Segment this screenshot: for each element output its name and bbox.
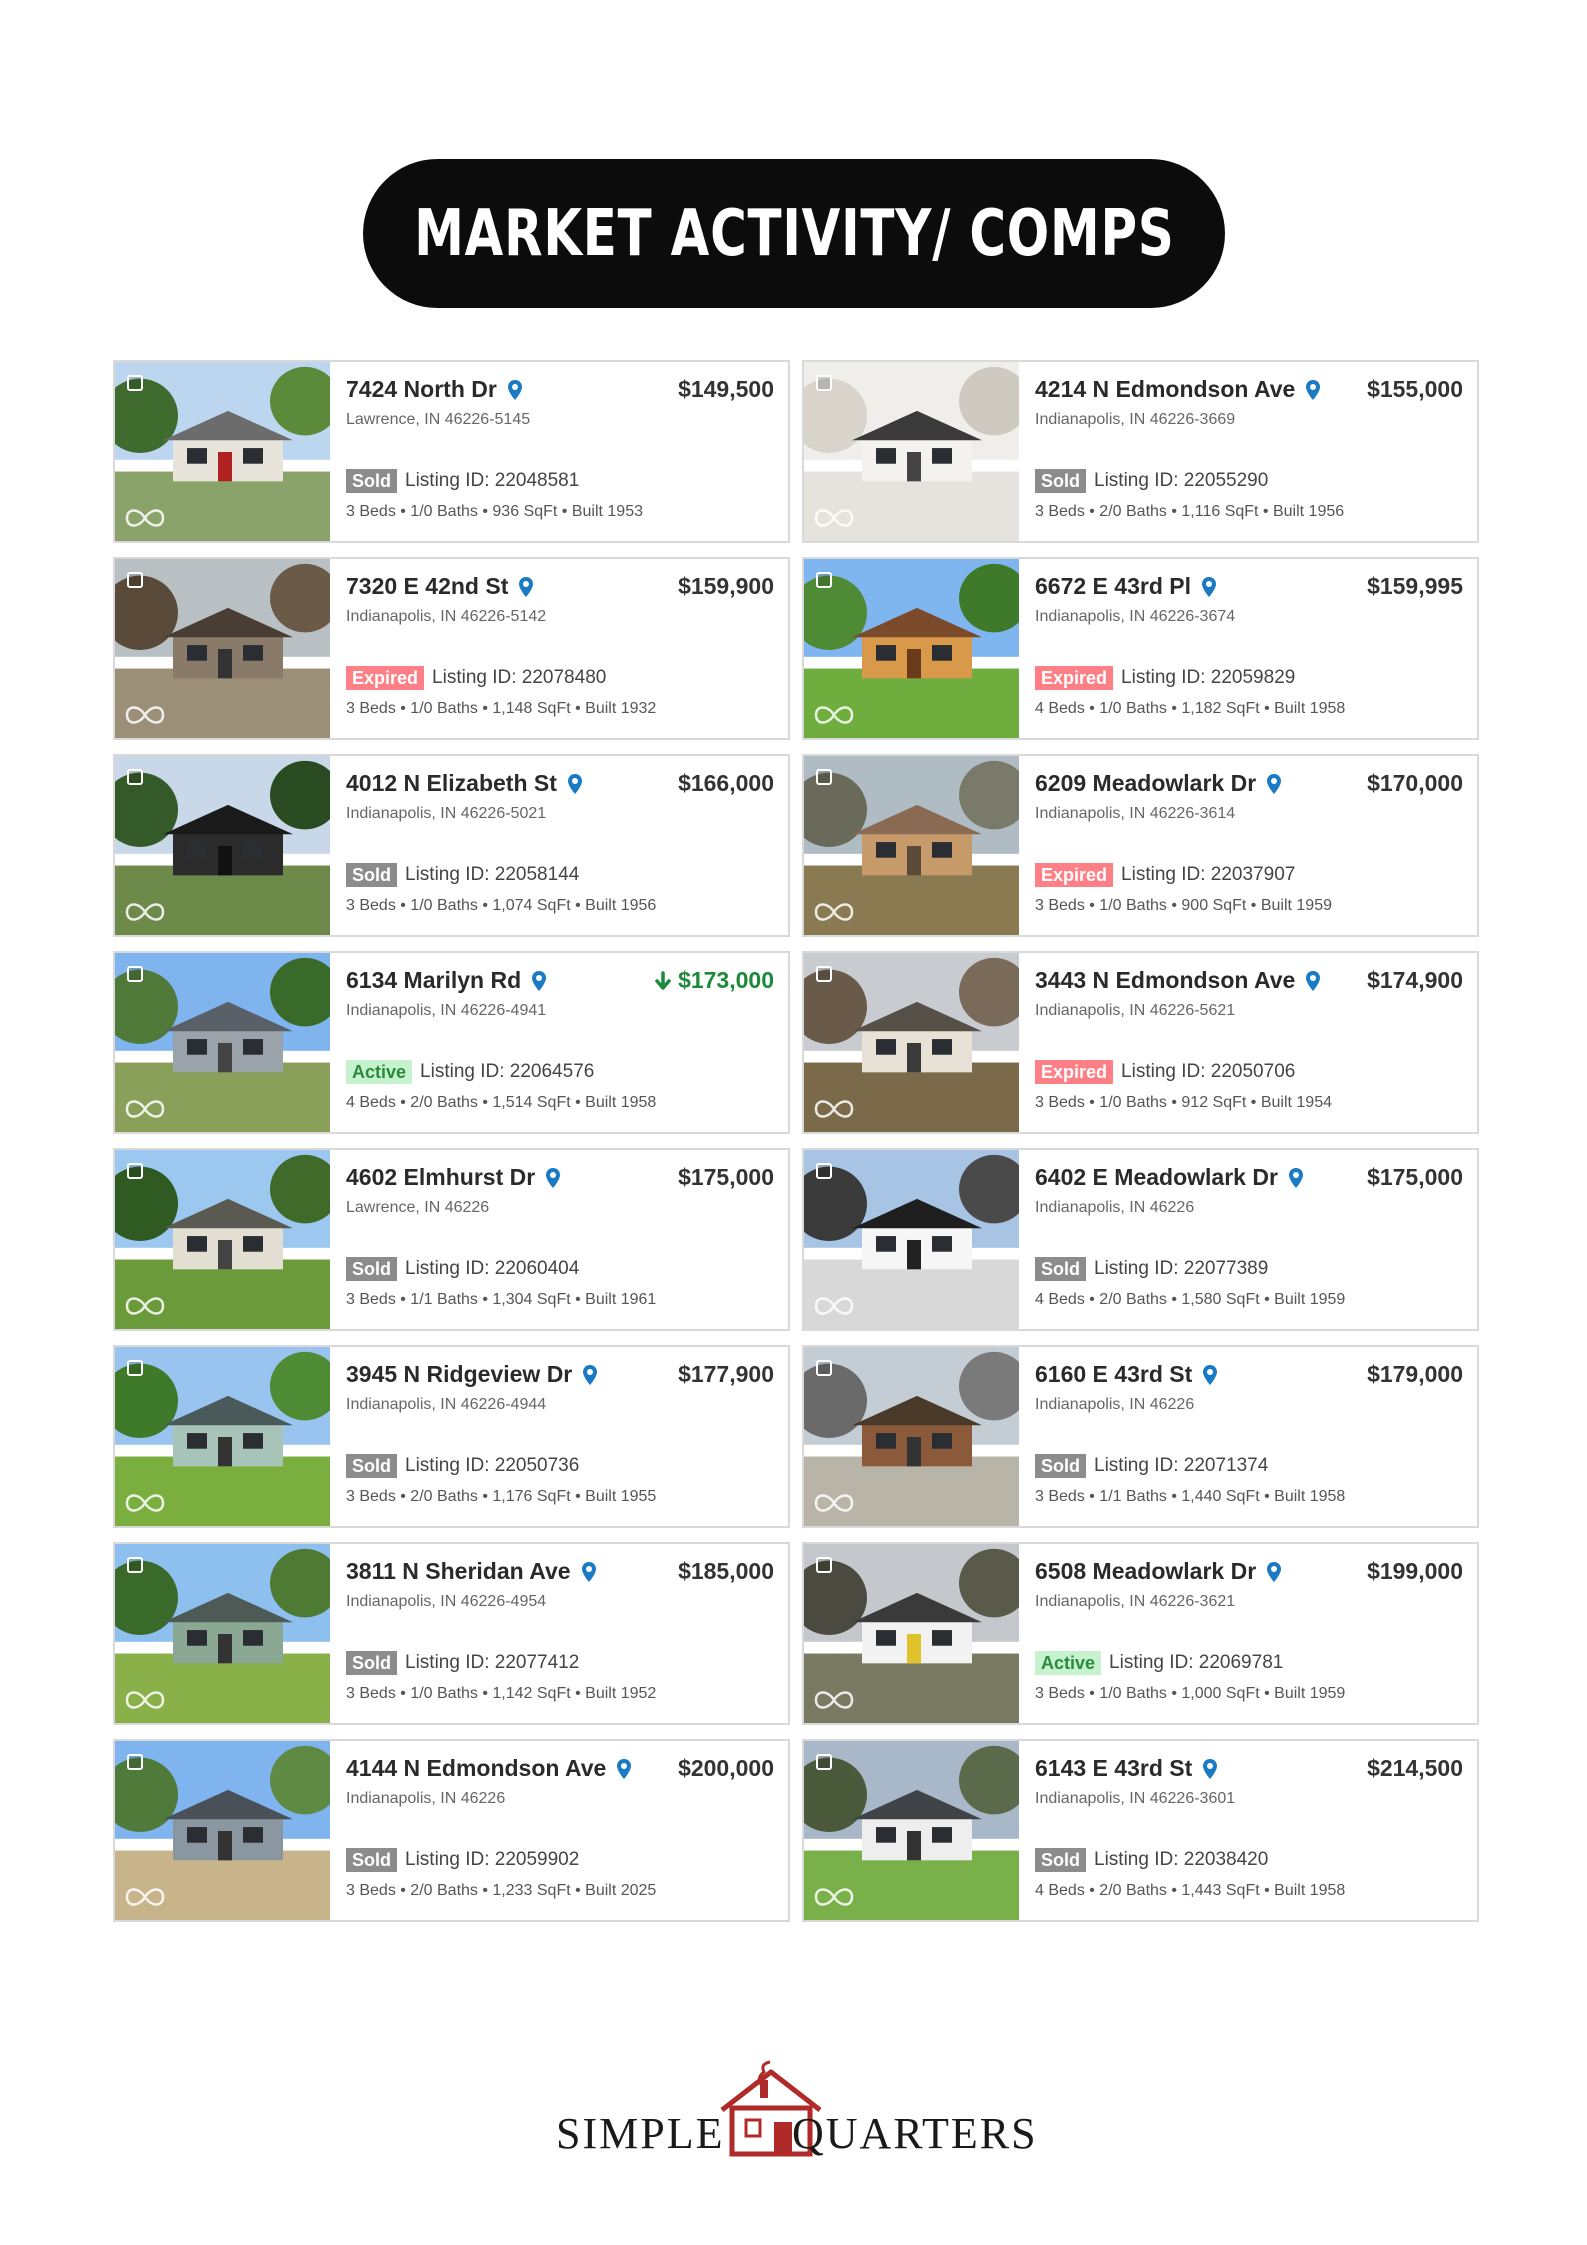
listing-city: Indianapolis, IN 46226 xyxy=(1035,1396,1195,1413)
infinity-watermark-icon xyxy=(812,1884,856,1910)
arrow-down-icon xyxy=(654,971,672,991)
listing-price: $175,000 xyxy=(678,1164,774,1190)
listing-photo[interactable] xyxy=(115,1150,330,1329)
listing-price-row xyxy=(678,770,774,797)
listing-address-row[interactable] xyxy=(346,1361,598,1388)
listing-card-4[interactable] xyxy=(802,557,1479,740)
status-badge: Sold xyxy=(346,1257,397,1281)
listing-city: Indianapolis, IN 46226 xyxy=(1035,1199,1195,1216)
infinity-watermark-icon xyxy=(123,702,167,728)
checkbox-icon[interactable] xyxy=(816,1754,832,1770)
listing-photo[interactable] xyxy=(115,1347,330,1526)
listing-price-row xyxy=(678,573,774,600)
listing-info xyxy=(330,1150,788,1329)
listing-price: $173,000 xyxy=(678,967,774,993)
listing-price: $159,995 xyxy=(1367,573,1463,599)
checkbox-icon[interactable] xyxy=(127,572,143,588)
map-pin-icon[interactable] xyxy=(1201,576,1217,598)
checkbox-icon[interactable] xyxy=(127,1754,143,1770)
listing-grid xyxy=(113,360,1479,1922)
listing-price: $214,500 xyxy=(1367,1755,1463,1781)
listing-address[interactable]: 3945 N Ridgeview Dr xyxy=(346,1361,573,1387)
map-pin-icon[interactable] xyxy=(1202,1758,1218,1780)
infinity-watermark-icon xyxy=(123,1687,167,1713)
listing-city: Indianapolis, IN 46226 xyxy=(346,1790,506,1807)
listing-city: Indianapolis, IN 46226-3674 xyxy=(1035,608,1236,625)
listing-facts: 4 Beds • 1/0 Baths • 1,182 SqFt • Built 1958 xyxy=(1035,700,1346,717)
status-badge: Sold xyxy=(1035,1454,1086,1478)
listing-info xyxy=(330,1347,788,1526)
status-badge: Sold xyxy=(1035,1257,1086,1281)
listing-price-row xyxy=(678,1558,774,1585)
listing-address[interactable]: 6672 E 43rd Pl xyxy=(1035,573,1191,599)
listing-price: $170,000 xyxy=(1367,770,1463,796)
listing-info xyxy=(330,1544,788,1723)
listing-info xyxy=(330,756,788,935)
listing-photo[interactable] xyxy=(804,756,1019,935)
map-pin-icon[interactable] xyxy=(518,576,534,598)
checkbox-icon[interactable] xyxy=(816,375,832,391)
listing-price: $149,500 xyxy=(678,376,774,402)
listing-price: $175,000 xyxy=(1367,1164,1463,1190)
listing-price-row xyxy=(1367,967,1463,994)
checkbox-icon[interactable] xyxy=(816,966,832,982)
listing-facts: 3 Beds • 1/1 Baths • 1,440 SqFt • Built 1958 xyxy=(1035,1488,1346,1505)
listing-card-3[interactable] xyxy=(113,557,790,740)
map-pin-icon[interactable] xyxy=(1305,970,1321,992)
listing-id: Listing ID: 22050706 xyxy=(1121,1061,1296,1082)
status-badge: Active xyxy=(1035,1651,1101,1675)
listing-facts: 4 Beds • 2/0 Baths • 1,580 SqFt • Built 1959 xyxy=(1035,1291,1346,1308)
checkbox-icon[interactable] xyxy=(127,1557,143,1573)
listing-photo[interactable] xyxy=(115,1544,330,1723)
listing-city: Indianapolis, IN 46226-3669 xyxy=(1035,411,1236,428)
listing-id: Listing ID: 22055290 xyxy=(1094,470,1269,491)
map-pin-icon[interactable] xyxy=(1202,1364,1218,1386)
map-pin-icon[interactable] xyxy=(531,970,547,992)
listing-address-row[interactable] xyxy=(1035,1558,1282,1585)
status-badge: Expired xyxy=(1035,666,1113,690)
listing-address[interactable]: 3811 N Sheridan Ave xyxy=(346,1558,571,1584)
map-pin-icon[interactable] xyxy=(581,1561,597,1583)
listing-photo[interactable] xyxy=(804,1544,1019,1723)
checkbox-icon[interactable] xyxy=(127,1360,143,1376)
listing-price-row xyxy=(1367,573,1463,600)
listing-city: Lawrence, IN 46226 xyxy=(346,1199,490,1216)
listing-info xyxy=(1019,756,1477,935)
listing-facts: 3 Beds • 1/0 Baths • 1,142 SqFt • Built 1952 xyxy=(346,1685,657,1702)
page-title-banner xyxy=(363,159,1225,308)
listing-address-row[interactable] xyxy=(1035,1361,1218,1388)
checkbox-icon[interactable] xyxy=(816,1360,832,1376)
listing-card-7[interactable] xyxy=(113,951,790,1134)
listing-id: Listing ID: 22069781 xyxy=(1109,1652,1284,1673)
listing-address-row[interactable] xyxy=(1035,376,1321,403)
listing-address[interactable]: 3443 N Edmondson Ave xyxy=(1035,967,1296,993)
listing-info xyxy=(1019,559,1477,738)
listing-photo[interactable] xyxy=(804,1741,1019,1920)
listing-card-16[interactable] xyxy=(802,1739,1479,1922)
status-badge: Expired xyxy=(346,666,424,690)
listing-facts: 3 Beds • 1/1 Baths • 1,304 SqFt • Built 1961 xyxy=(346,1291,657,1308)
listing-id: Listing ID: 22060404 xyxy=(405,1258,580,1279)
status-badge: Expired xyxy=(1035,863,1113,887)
checkbox-icon[interactable] xyxy=(127,769,143,785)
listing-address[interactable]: 7424 North Dr xyxy=(346,376,497,402)
listing-info xyxy=(330,559,788,738)
status-badge: Expired xyxy=(1035,1060,1113,1084)
infinity-watermark-icon xyxy=(812,899,856,925)
listing-price-row xyxy=(1367,1164,1463,1191)
listing-id: Listing ID: 22059829 xyxy=(1121,667,1296,688)
checkbox-icon[interactable] xyxy=(127,966,143,982)
listing-facts: 3 Beds • 1/0 Baths • 900 SqFt • Built 1959 xyxy=(1035,897,1332,914)
listing-facts: 3 Beds • 2/0 Baths • 1,233 SqFt • Built 2025 xyxy=(346,1882,657,1899)
listing-card-15[interactable] xyxy=(113,1739,790,1922)
infinity-watermark-icon xyxy=(123,1490,167,1516)
status-badge: Sold xyxy=(346,1454,397,1478)
infinity-watermark-icon xyxy=(812,1490,856,1516)
listing-price: $200,000 xyxy=(678,1755,774,1781)
listing-photo[interactable] xyxy=(115,362,330,541)
infinity-watermark-icon xyxy=(123,1096,167,1122)
listing-price-row xyxy=(1367,1558,1463,1585)
map-pin-icon[interactable] xyxy=(582,1364,598,1386)
listing-price-row xyxy=(654,967,774,994)
listing-price: $166,000 xyxy=(678,770,774,796)
listing-photo[interactable] xyxy=(804,559,1019,738)
listing-address-row[interactable] xyxy=(346,770,583,797)
infinity-watermark-icon xyxy=(123,899,167,925)
listing-city: Indianapolis, IN 46226-3614 xyxy=(1035,805,1236,822)
listing-address[interactable]: 6402 E Meadowlark Dr xyxy=(1035,1164,1278,1190)
listing-price: $179,000 xyxy=(1367,1361,1463,1387)
listing-city: Indianapolis, IN 46226-5142 xyxy=(346,608,547,625)
listing-address-row[interactable] xyxy=(346,376,523,403)
listing-price-row xyxy=(1367,1361,1463,1388)
infinity-watermark-icon xyxy=(123,505,167,531)
listing-address-row[interactable] xyxy=(1035,573,1217,600)
infinity-watermark-icon xyxy=(812,1293,856,1319)
listing-info xyxy=(1019,1544,1477,1723)
listing-price-row xyxy=(1367,770,1463,797)
listing-city: Indianapolis, IN 46226-5621 xyxy=(1035,1002,1236,1019)
listing-card-1[interactable] xyxy=(113,360,790,543)
listing-address[interactable]: 6508 Meadowlark Dr xyxy=(1035,1558,1257,1584)
listing-id: Listing ID: 22077412 xyxy=(405,1652,580,1673)
listing-city: Indianapolis, IN 46226-3621 xyxy=(1035,1593,1236,1610)
listing-price-row xyxy=(1367,1755,1463,1782)
listing-address[interactable]: 4012 N Elizabeth St xyxy=(346,770,557,796)
listing-city: Indianapolis, IN 46226-5021 xyxy=(346,805,547,822)
map-pin-icon[interactable] xyxy=(1305,379,1321,401)
listing-address[interactable]: 6143 E 43rd St xyxy=(1035,1755,1193,1781)
listing-price: $177,900 xyxy=(678,1361,774,1387)
listing-id: Listing ID: 22059902 xyxy=(405,1849,580,1870)
listing-facts: 4 Beds • 2/0 Baths • 1,443 SqFt • Built 1958 xyxy=(1035,1882,1346,1899)
listing-photo[interactable] xyxy=(115,1741,330,1920)
infinity-watermark-icon xyxy=(812,505,856,531)
status-badge: Sold xyxy=(1035,1848,1086,1872)
status-badge: Active xyxy=(346,1060,412,1084)
map-pin-icon[interactable] xyxy=(507,379,523,401)
listing-info xyxy=(1019,953,1477,1132)
listing-info xyxy=(1019,362,1477,541)
listing-address-row[interactable] xyxy=(346,1558,597,1585)
listing-id: Listing ID: 22071374 xyxy=(1094,1455,1269,1476)
map-pin-icon[interactable] xyxy=(1288,1167,1304,1189)
checkbox-icon[interactable] xyxy=(127,375,143,391)
map-pin-icon[interactable] xyxy=(1266,1561,1282,1583)
listing-photo[interactable] xyxy=(804,1347,1019,1526)
listing-card-6[interactable] xyxy=(802,754,1479,937)
listing-address[interactable]: 6160 E 43rd St xyxy=(1035,1361,1193,1387)
listing-info xyxy=(1019,1741,1477,1920)
map-pin-icon[interactable] xyxy=(545,1167,561,1189)
listing-address-row[interactable] xyxy=(346,1164,561,1191)
infinity-watermark-icon xyxy=(812,1096,856,1122)
status-badge: Sold xyxy=(346,469,397,493)
listing-info xyxy=(1019,1347,1477,1526)
listing-city: Indianapolis, IN 46226-4941 xyxy=(346,1002,547,1019)
listing-photo[interactable] xyxy=(115,953,330,1132)
listing-address[interactable]: 4144 N Edmondson Ave xyxy=(346,1755,607,1781)
listing-address-row[interactable] xyxy=(1035,1755,1218,1782)
listing-facts: 3 Beds • 2/0 Baths • 1,116 SqFt • Built 1956 xyxy=(1035,503,1345,520)
status-badge: Sold xyxy=(346,1651,397,1675)
infinity-watermark-icon xyxy=(123,1884,167,1910)
listing-photo[interactable] xyxy=(804,1150,1019,1329)
listing-facts: 3 Beds • 1/0 Baths • 1,000 SqFt • Built 1959 xyxy=(1035,1685,1346,1702)
listing-price: $174,900 xyxy=(1367,967,1463,993)
listing-photo[interactable] xyxy=(115,756,330,935)
listing-price-row xyxy=(678,376,774,403)
listing-info xyxy=(1019,1150,1477,1329)
listing-facts: 3 Beds • 1/0 Baths • 1,148 SqFt • Built 1932 xyxy=(346,700,657,717)
listing-facts: 3 Beds • 2/0 Baths • 1,176 SqFt • Built 1955 xyxy=(346,1488,657,1505)
listing-price: $159,900 xyxy=(678,573,774,599)
listing-price-row xyxy=(1367,376,1463,403)
listing-city: Indianapolis, IN 46226-4944 xyxy=(346,1396,547,1413)
listing-city: Indianapolis, IN 46226-4954 xyxy=(346,1593,547,1610)
listing-id: Listing ID: 22048581 xyxy=(405,470,580,491)
listing-price: $199,000 xyxy=(1367,1558,1463,1584)
listing-info xyxy=(330,362,788,541)
listing-address-row[interactable] xyxy=(346,967,547,994)
listing-price-row xyxy=(678,1755,774,1782)
listing-card-14[interactable] xyxy=(802,1542,1479,1725)
listing-city: Lawrence, IN 46226-5145 xyxy=(346,411,531,428)
listing-id: Listing ID: 22077389 xyxy=(1094,1258,1269,1279)
listing-facts: 3 Beds • 1/0 Baths • 1,074 SqFt • Built 1956 xyxy=(346,897,657,914)
listing-id: Listing ID: 22037907 xyxy=(1121,864,1296,885)
listing-photo[interactable] xyxy=(804,953,1019,1132)
listing-address-row[interactable] xyxy=(1035,1164,1304,1191)
listing-price: $185,000 xyxy=(678,1558,774,1584)
status-badge: Sold xyxy=(346,1848,397,1872)
listing-card-11[interactable] xyxy=(113,1345,790,1528)
listing-card-8[interactable] xyxy=(802,951,1479,1134)
infinity-watermark-icon xyxy=(812,702,856,728)
listing-id: Listing ID: 22050736 xyxy=(405,1455,580,1476)
listing-address-row[interactable] xyxy=(1035,967,1321,994)
infinity-watermark-icon xyxy=(812,1687,856,1713)
listing-price-row xyxy=(678,1361,774,1388)
listing-address[interactable]: 6209 Meadowlark Dr xyxy=(1035,770,1257,796)
listing-photo[interactable] xyxy=(804,362,1019,541)
checkbox-icon[interactable] xyxy=(127,1163,143,1179)
listing-price-row xyxy=(678,1164,774,1191)
logo-text-right: QUARTERS xyxy=(792,2109,1038,2158)
checkbox-icon[interactable] xyxy=(816,769,832,785)
listing-id: Listing ID: 22078480 xyxy=(432,667,607,688)
status-badge: Sold xyxy=(1035,469,1086,493)
listing-info xyxy=(330,1741,788,1920)
listing-card-5[interactable] xyxy=(113,754,790,937)
listing-address-row[interactable] xyxy=(346,573,534,600)
listing-card-9[interactable] xyxy=(113,1148,790,1331)
listing-card-12[interactable] xyxy=(802,1345,1479,1528)
listing-id: Listing ID: 22038420 xyxy=(1094,1849,1269,1870)
listing-photo[interactable] xyxy=(115,559,330,738)
listing-card-2[interactable] xyxy=(802,360,1479,543)
listing-address[interactable]: 4602 Elmhurst Dr xyxy=(346,1164,536,1190)
map-pin-icon[interactable] xyxy=(616,1758,632,1780)
listing-city: Indianapolis, IN 46226-3601 xyxy=(1035,1790,1236,1807)
status-badge: Sold xyxy=(346,863,397,887)
listing-address[interactable]: 6134 Marilyn Rd xyxy=(346,967,522,993)
page-title: MARKET ACTIVITY/ COMPS xyxy=(413,196,1175,271)
listing-address-row[interactable] xyxy=(1035,770,1282,797)
logo-text-left: SIMPLE xyxy=(556,2109,725,2158)
map-pin-icon[interactable] xyxy=(567,773,583,795)
checkbox-icon[interactable] xyxy=(816,572,832,588)
listing-id: Listing ID: 22064576 xyxy=(420,1061,595,1082)
listing-facts: 3 Beds • 1/0 Baths • 912 SqFt • Built 1954 xyxy=(1035,1094,1332,1111)
listing-info xyxy=(330,953,788,1132)
listing-facts: 3 Beds • 1/0 Baths • 936 SqFt • Built 1953 xyxy=(346,503,643,520)
checkbox-icon[interactable] xyxy=(816,1163,832,1179)
listing-address-row[interactable] xyxy=(346,1755,632,1782)
listing-address[interactable]: 4214 N Edmondson Ave xyxy=(1035,376,1296,402)
map-pin-icon[interactable] xyxy=(1266,773,1282,795)
checkbox-icon[interactable] xyxy=(816,1557,832,1573)
simple-quarters-logo xyxy=(556,2058,1038,2158)
listing-id: Listing ID: 22058144 xyxy=(405,864,580,885)
listing-card-13[interactable] xyxy=(113,1542,790,1725)
listing-card-10[interactable] xyxy=(802,1148,1479,1331)
listing-price: $155,000 xyxy=(1367,376,1463,402)
infinity-watermark-icon xyxy=(123,1293,167,1319)
listing-address[interactable]: 7320 E 42nd St xyxy=(346,573,509,599)
listing-facts: 4 Beds • 2/0 Baths • 1,514 SqFt • Built 1958 xyxy=(346,1094,657,1111)
